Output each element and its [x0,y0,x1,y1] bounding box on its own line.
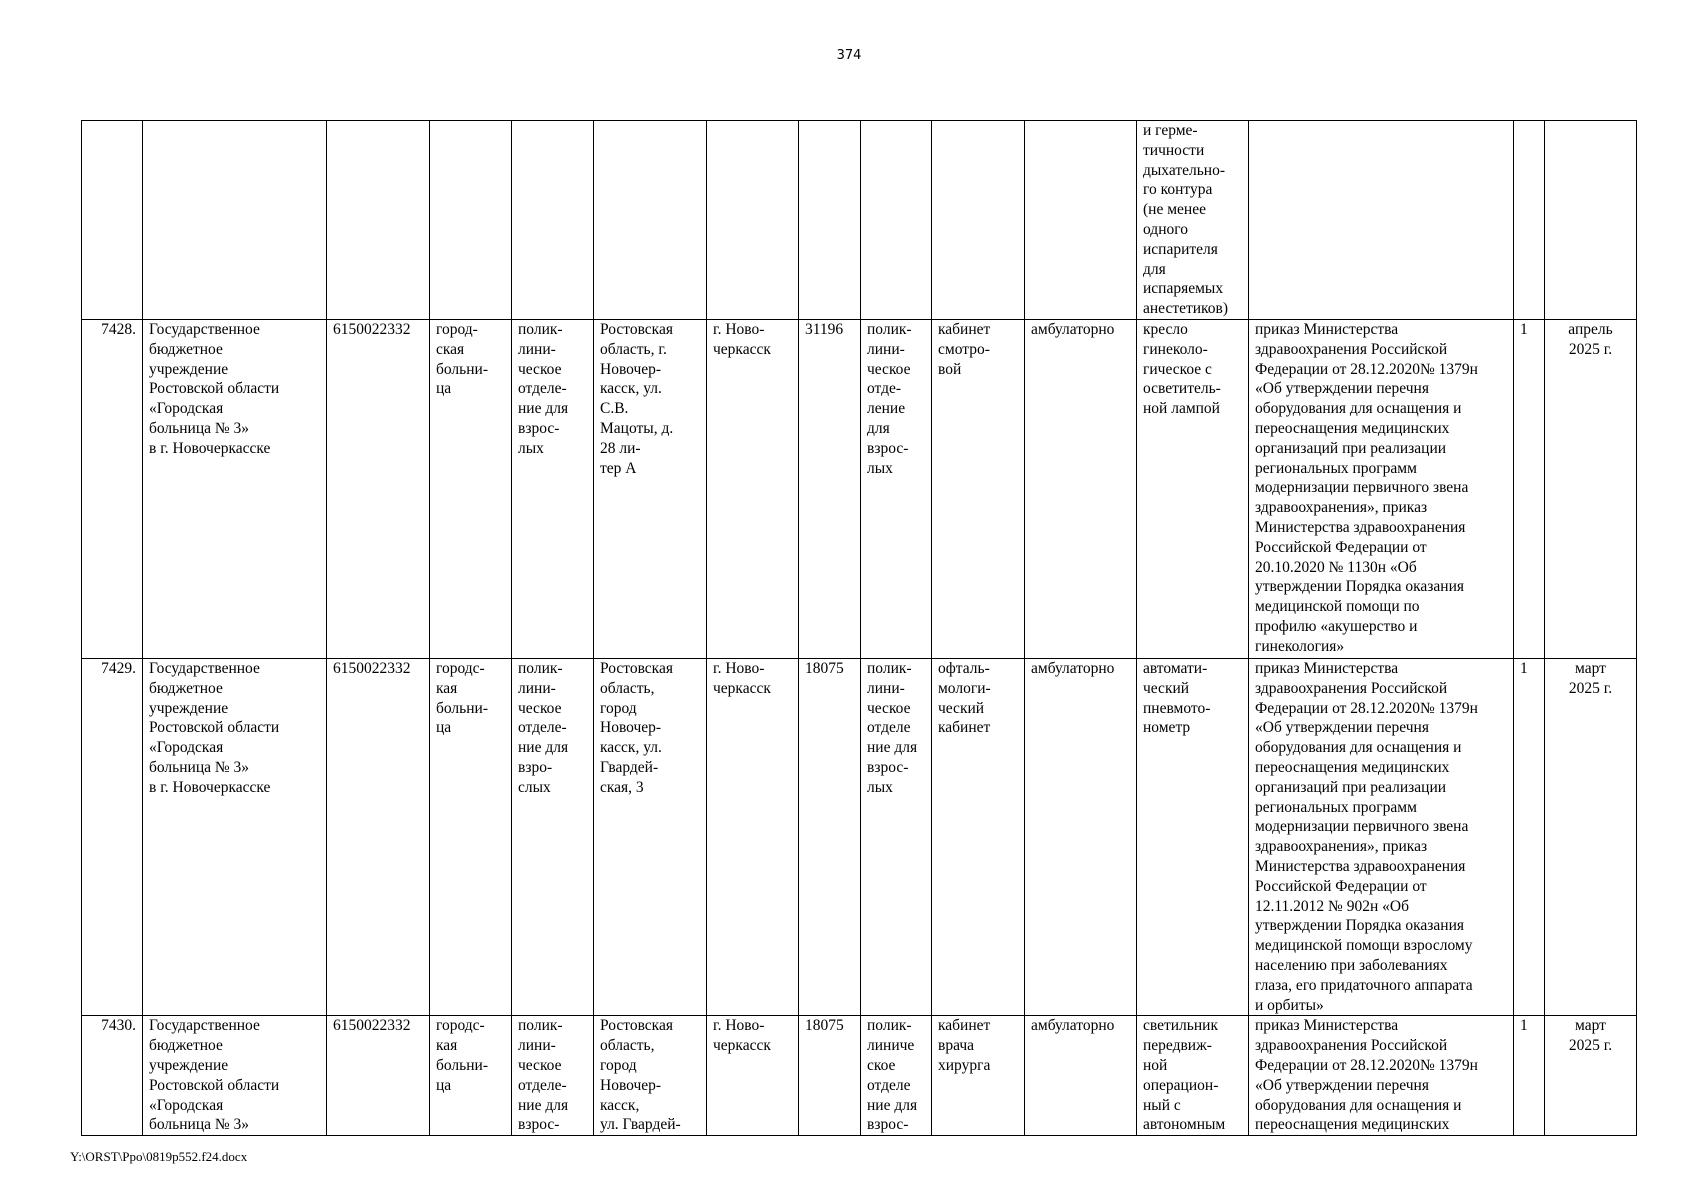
cell-num: 7429. [82,658,143,1015]
cell-qty [1514,121,1545,320]
cell-subdivision [512,121,594,320]
cell-subdivision: полик- лини- ческое отделе- ние для взро- слых [512,658,594,1015]
cell-room: офталь- мологи- ческий кабинет [932,658,1025,1015]
cell-inn [327,121,430,320]
cell-org [143,121,327,320]
cell-room: кабинет врача хирурга [932,1016,1025,1136]
cell-equipment: светильник передвиж- ной операцион- ный с автономным [1137,1016,1249,1136]
cell-basis: приказ Министерства здравоохранения Российской Федерации от 28.12.2020№ 1379н «Об утверждении перечня оборудования для оснащения и переоснащения медицинских организаций при реализации региональных программ модернизации первичного звена здравоохранения», приказ Министерства здравоохранения Российской Федерации от 12.11.2012 № 902н «Об утверждении Порядка оказания медицинской помощи взрослому населению при заболеваниях глаза, его придаточного аппарата и орбиты» [1249,658,1514,1015]
cell-population: 18075 [799,1016,861,1136]
cell-date: апрель 2025 г. [1545,319,1637,658]
cell-org: Государственное бюджетное учреждение Ростовской области «Городская больница № 3» в г. Новочеркасске [143,319,327,658]
registry-table [81,120,1637,1136]
cell-population [799,121,861,320]
cell-qty: 1 [1514,1016,1545,1136]
cell-num [82,121,143,320]
cell-city [707,121,799,320]
cell-city: г. Ново- черкасск [707,1016,799,1136]
cell-qty: 1 [1514,658,1545,1015]
table-row [82,1016,1637,1136]
cell-care-form [1025,121,1137,320]
cell-address: Ростовская область, город Новочер- касск, ул. Гвардей- [594,1016,707,1136]
cell-unit [861,121,932,320]
cell-org-type: город- ская больни- ца [430,319,512,658]
cell-equipment: кресло гинеколо- гическое с осветитель- ной лампой [1137,319,1249,658]
cell-date [1545,121,1637,320]
cell-care-form: амбулаторно [1025,319,1137,658]
cell-equipment: автомати- ческий пневмото- нометр [1137,658,1249,1015]
cell-org-type: городс- кая больни- ца [430,658,512,1015]
cell-address: Ростовская область, город Новочер- касск, ул. Гвардей- ская, 3 [594,658,707,1015]
table-row [82,319,1637,658]
cell-subdivision: полик- лини- ческое отделе- ние для взрос- лых [512,319,594,658]
cell-basis: приказ Министерства здравоохранения Российской Федерации от 28.12.2020№ 1379н «Об утверждении перечня оборудования для оснащения и переоснащения медицинских [1249,1016,1514,1136]
cell-population: 31196 [799,319,861,658]
table-row [82,121,1637,320]
cell-unit: полик- лини- ческое отде- ление для взрос- лых [861,319,932,658]
cell-care-form: амбулаторно [1025,1016,1137,1136]
cell-org: Государственное бюджетное учреждение Ростовской области «Городская больница № 3» [143,1016,327,1136]
cell-unit: полик- линиче ское отделе ние для взрос- [861,1016,932,1136]
page-number: 374 [836,48,862,63]
cell-inn: 6150022332 [327,658,430,1015]
cell-org-type [430,121,512,320]
cell-room [932,121,1025,320]
cell-inn: 6150022332 [327,319,430,658]
cell-inn: 6150022332 [327,1016,430,1136]
cell-address: Ростовская область, г. Новочер- касск, ул. С.В. Мацоты, д. 28 ли- тер А [594,319,707,658]
cell-equipment: и герме- тичности дыхательно- го контура (не менее одного испарителя для испаряемых анестетиков) [1137,121,1249,320]
cell-qty: 1 [1514,319,1545,658]
cell-address [594,121,707,320]
cell-city: г. Ново- черкасск [707,658,799,1015]
cell-city: г. Ново- черкасск [707,319,799,658]
cell-num: 7428. [82,319,143,658]
cell-subdivision: полик- лини- ческое отделе- ние для взрос- [512,1016,594,1136]
cell-date: март 2025 г. [1545,658,1637,1015]
cell-basis [1249,121,1514,320]
cell-unit: полик- лини- ческое отделе ние для взрос- лых [861,658,932,1015]
cell-basis: приказ Министерства здравоохранения Российской Федерации от 28.12.2020№ 1379н «Об утверждении перечня оборудования для оснащения и переоснащения медицинских организаций при реализации региональных программ модернизации первичного звена здравоохранения», приказ Министерства здравоохранения Российской Федерации от 20.10.2020 № 1130н «Об утверждении Порядка оказания медицинской помощи по профилю «акушерство и гинекология» [1249,319,1514,658]
footer-file-path: Y:\ORST\Ppo\0819p552.f24.docx [70,1149,248,1164]
table-row [82,658,1637,1015]
cell-org-type: городс- кая больни- ца [430,1016,512,1136]
cell-date: март 2025 г. [1545,1016,1637,1136]
cell-org: Государственное бюджетное учреждение Ростовской области «Городская больница № 3» в г. Новочеркасске [143,658,327,1015]
cell-population: 18075 [799,658,861,1015]
cell-care-form: амбулаторно [1025,658,1137,1015]
cell-room: кабинет смотро- вой [932,319,1025,658]
cell-num: 7430. [82,1016,143,1136]
